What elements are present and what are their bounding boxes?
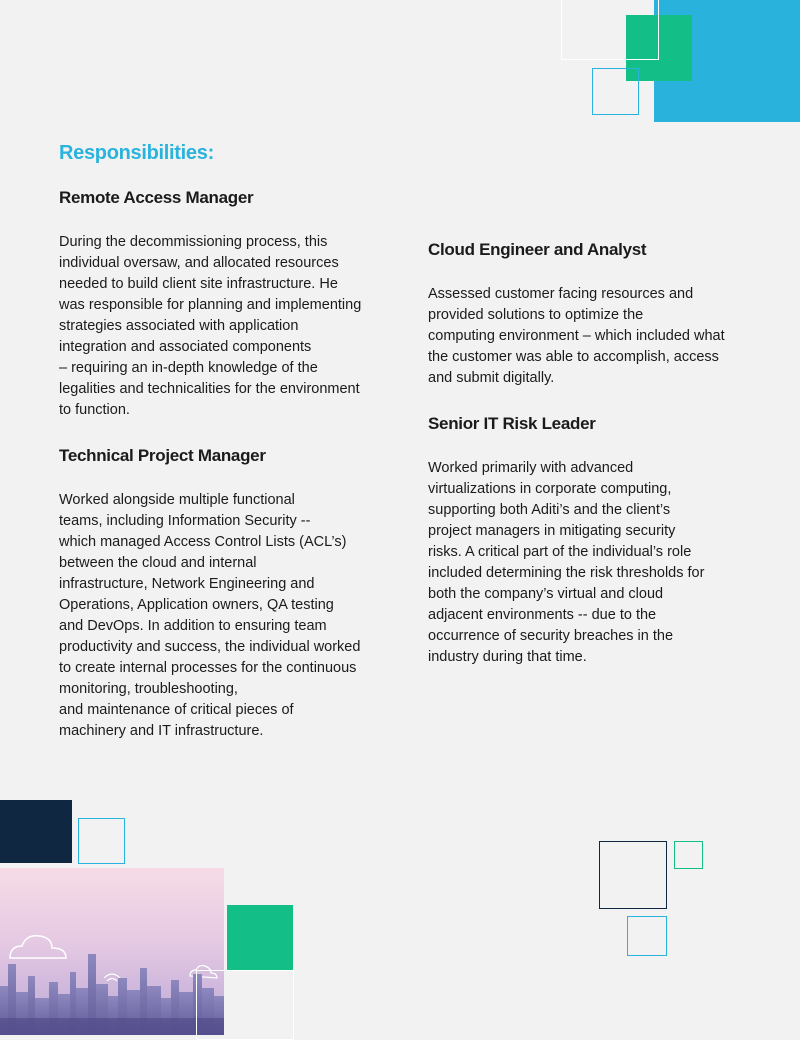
section-title: Remote Access Manager [59,188,254,207]
deco-blue-outline-square [592,68,639,115]
right-column [428,238,748,691]
section-technical-project-manager [59,444,379,742]
section-title: Cloud Engineer and Analyst [428,240,647,259]
city-skyline-image [0,868,224,1035]
deco-blue-outline-square [627,916,667,956]
deco-white-outline-square [561,0,659,60]
deco-teal-block [227,905,293,970]
section-title: Senior IT Risk Leader [428,414,596,433]
section-body: During the decommissioning process, this individual oversaw, and allocated resources needed to build client site infrastructure. He was responsible for planning and implementing strategies associated with application integration and associated components – requiring an in-depth knowledge of the legalities and technicalities for the environment to function. [59,234,362,418]
deco-white-outline-square [196,970,294,1040]
section-cloud-engineer-analyst [428,238,748,389]
page-heading: Responsibilities: [59,142,214,164]
deco-teal-outline-square [674,841,703,869]
section-body: Worked alongside multiple functional teams, including Information Security -- which managed Access Control Lists (ACL’s) between the cloud and internal infrastructure, Network Engineering and Operations, Application owners, QA testing and DevOps. In addition to ensuring team productivity and success, the individual worked to create internal processes for the continuous monitoring, troubleshooting, and maintenance of critical pieces of machinery and IT infrastructure. [59,492,361,739]
deco-blue-outline-square [78,818,125,864]
deco-navy-outline-square [599,841,667,909]
section-body: Assessed customer facing resources and provided solutions to optimize the computing environment – which included what the customer was able to accomplish, access and submit digitally. [428,286,725,386]
section-title: Technical Project Manager [59,446,266,465]
section-body: Worked primarily with advanced virtualizations in corporate computing, supporting both Aditi’s and the client’s project managers in mitigating security risks. A critical part of the individual’s role included determining the risk thresholds for both the company’s virtual and cloud adjacent environments -- due to the occurrence of security breaches in the industry during that time. [428,460,705,665]
left-column [59,186,379,765]
deco-navy-block [0,800,72,863]
section-senior-it-risk-leader [428,412,748,668]
section-remote-access-manager [59,186,379,421]
